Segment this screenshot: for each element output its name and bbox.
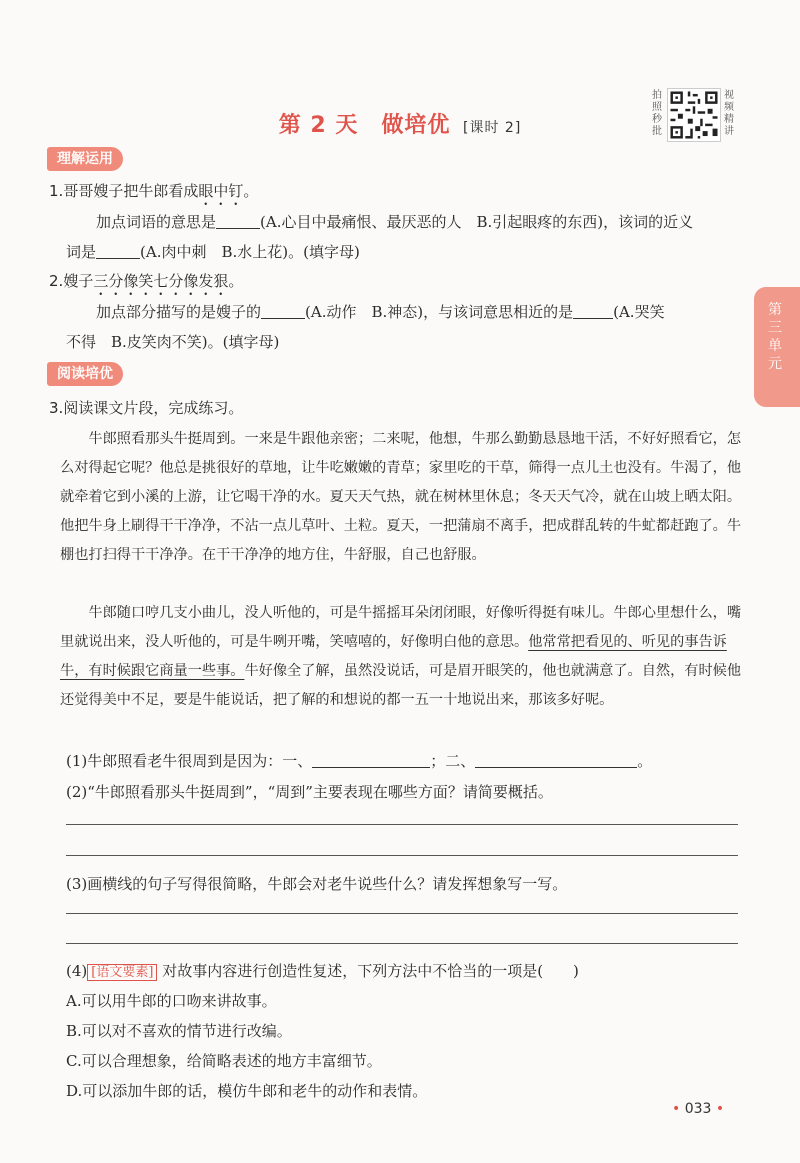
option-a[interactable]: A.可以用牛郎的口吻来讲故事。 [66, 992, 277, 1010]
question-3-intro: 阅读课文片段，完成练习。 [63, 399, 244, 417]
q2-blank-2[interactable] [573, 302, 613, 319]
qr-right-label: 视频精讲 [724, 90, 734, 137]
subquestion-3: (3)画横线的句子写得很简略，牛郎会对老牛说些什么？请发挥想象写一写。 [66, 875, 568, 893]
question-1-number: 1. [49, 182, 64, 200]
option-d[interactable]: D.可以添加牛郎的话，模仿牛郎和老牛的动作和表情。 [66, 1082, 428, 1100]
answer-line-3b[interactable] [66, 943, 738, 944]
question-2-suffix: 。 [228, 272, 244, 290]
sub1-text-c: 。 [637, 752, 653, 770]
q1-blank-2[interactable] [96, 242, 140, 259]
subquestion-4 [66, 960, 756, 984]
q1-line2-text-a: 词是 [66, 243, 97, 261]
question-2-number: 2. [49, 272, 64, 290]
q1-blank-1[interactable] [216, 212, 260, 229]
question-3 [49, 397, 739, 419]
page-number-text: 033 [684, 1101, 712, 1117]
passage-paragraph-1: 牛郎照看那头牛挺周到。一来是牛跟他亲密；二来呢，他想，牛那么勤勤恳恳地干活，不好好照看它，怎么对得起它呢？他总是挑很好的草地，让牛吃嫩嫩的青草；家里吃的干草，筛得一点儿土也没有。牛渴了，他就牵着它到小溪的上游，让它喝干净的水。夏天天气热，就在树林里休息；冬天天气冷，就在山坡上晒太阳。他把牛身上刷得干干净净，不沾一点儿草叶、土粒。夏天，一把蒲扇不离手，把成群乱转的牛虻都赶跑了。牛棚也打扫得干干净净。在干干净净的地方住，牛舒服，自己也舒服。 [60, 431, 742, 563]
question-3-number: 3. [49, 399, 64, 417]
question-2-line-1 [96, 301, 739, 323]
page-number: • 033 • [672, 1101, 725, 1117]
q1-line1-text-b: (A.心目中最痛恨、最厌恶的人 B.引起眼疼的东西)，该词的近义 [260, 213, 694, 231]
q2-line1-text-c: (A.哭笑 [613, 303, 665, 321]
qr-block [651, 88, 737, 148]
question-1-dotted-word: 眼中钉 [198, 182, 244, 200]
question-2-dotted-phrase: 三分像笑七分像发狠 [93, 272, 229, 290]
passage-paragraph-2-a: 牛郎随口哼几支小曲儿，没人听他的，可是牛摇摇耳朵闭闭眼，好像听得挺有味儿。牛郎心里想什么，嘴里就说出来，没人听他的，可是牛咧开嘴，笑嘻嘻的，好像明白他的意思。 [60, 605, 742, 650]
sub1-blank-1[interactable] [312, 751, 430, 768]
passage-paragraph-2-b: 牛好像全了解，虽然没说话，可是眉开眼笑的，他也就满意了。自然，有时候他还觉得美中不足，要是牛能说话，把了解的和想说的都一五一十地说出来，那该多好呢。 [60, 663, 742, 708]
sub1-text-b: ；二、 [430, 752, 476, 770]
sub4-text: 对故事内容进行创造性复述，下列方法中不恰当的一项是( ) [162, 962, 579, 980]
question-2-prefix: 嫂子 [63, 272, 94, 290]
answer-line-2b[interactable] [66, 855, 738, 856]
unit-side-tab-label: 第三单元 [768, 302, 782, 372]
section-tag-reading: 阅读培优 [47, 362, 123, 386]
q2-line1-text-a: 加点部分描写的是嫂子的 [96, 303, 262, 321]
subquestion-2: (2)“牛郎照看那头牛挺周到”，“周到”主要表现在哪些方面？请简要概括。 [66, 783, 553, 801]
question-2-line-2: 不得 B.皮笑肉不笑)。(填字母) [66, 333, 280, 351]
unit-side-tab [754, 287, 800, 407]
subquestion-1 [66, 750, 756, 772]
q2-line1-text-b: (A.动作 B.神态)，与该词意思相近的是 [305, 303, 574, 321]
question-1-suffix: 。 [243, 182, 259, 200]
title-text: 第 2 天 做培优 [278, 113, 451, 138]
section-tag-understanding: 理解运用 [47, 147, 123, 171]
sub1-blank-2[interactable] [475, 751, 637, 768]
qr-code-icon[interactable] [667, 88, 721, 142]
q1-line1-text-a: 加点词语的意思是 [96, 213, 217, 231]
q1-line2-text-b: (A.肉中刺 B.水上花)。(填字母) [140, 243, 360, 261]
option-b[interactable]: B.可以对不喜欢的情节进行改编。 [66, 1022, 292, 1040]
qr-left-label: 拍照秒批 [652, 90, 662, 137]
sub1-text-a: (1)牛郎照看老牛很周到是因为：一、 [66, 752, 313, 770]
question-1-prefix: 哥哥嫂子把牛郎看成 [63, 182, 199, 200]
answer-line-3a[interactable] [66, 913, 738, 914]
question-2 [49, 270, 739, 299]
question-1 [49, 180, 739, 209]
sub4-number: (4) [66, 962, 88, 980]
question-1-line-1 [96, 211, 739, 233]
option-c[interactable]: C.可以合理想象，给简略表述的地方丰富细节。 [66, 1052, 382, 1070]
answer-line-2a[interactable] [66, 824, 738, 825]
passage-paragraph-2 [60, 599, 744, 715]
q2-blank-1[interactable] [261, 302, 305, 319]
language-element-tag: [语文要素] [87, 964, 157, 981]
passage-underlined-sentence: 他常常把看见的、听见的事告诉牛，有时候跟它商量一些事。 [60, 634, 727, 679]
question-1-line-2 [66, 241, 756, 263]
title-subtitle: [课时 2] [463, 120, 522, 136]
